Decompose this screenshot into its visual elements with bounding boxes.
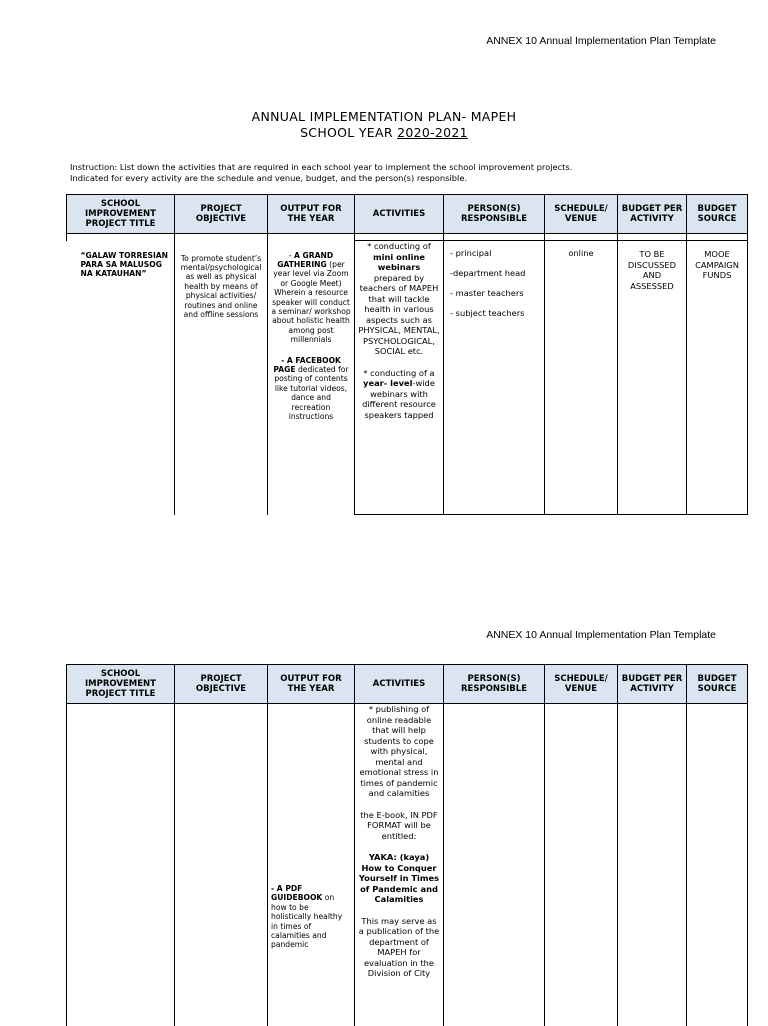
header-activities: ACTIVITIES [355, 665, 444, 704]
header-schedule: SCHEDULE/ VENUE [545, 665, 618, 704]
header-budget-source: BUDGET SOURCE [687, 665, 748, 704]
project-title-cell: “GALAW TORRESIAN PARA SA MALUSOG NA KATAUHAN” [67, 241, 175, 515]
header-project-objective: PROJECT OBJECTIVE [175, 665, 268, 704]
activities-cell [355, 704, 444, 1026]
header-budget: BUDGET PER ACTIVITY [618, 195, 687, 234]
person-item: - principal [450, 248, 492, 258]
header-schedule: SCHEDULE/ VENUE [545, 195, 618, 234]
persons-cell [444, 704, 545, 1026]
school-year-value: 2020-2021 [397, 125, 468, 140]
person-item: - master teachers [450, 287, 524, 298]
project-title-cell [67, 704, 175, 1026]
header-persons: PERSON(S) RESPONSIBLE [444, 665, 545, 704]
header-budget: BUDGET PER ACTIVITY [618, 665, 687, 704]
table-header [67, 195, 748, 234]
budget-source-cell: MOOE CAMPAIGN FUNDS [687, 241, 748, 515]
spacer-row [67, 234, 748, 241]
header-project-objective: PROJECT OBJECTIVE [175, 195, 268, 234]
instruction-text [70, 162, 710, 183]
output-grand-gathering: - A GRAND GATHERING (per year level via Zoom or Google Meet) Wherein a resource speaker will conduct a seminar/ workshop about holistic health among post millennials [271, 250, 351, 345]
school-year-prefix: SCHOOL YEAR [300, 125, 398, 140]
person-item: - subject teachers [450, 307, 525, 318]
output-cell [268, 241, 355, 515]
instruction-line-2: Indicated for every activity are the schedule and venue, budget, and the person(s) responsible. [70, 172, 468, 183]
budget-source-cell [687, 704, 748, 1026]
document-title: ANNUAL IMPLEMENTATION PLAN- MAPEH [251, 109, 517, 124]
header-persons: PERSON(S) RESPONSIBLE [444, 195, 545, 234]
activity-publishing: * publishing of online readable that will help students to cope with physical, mental and emotional stress in times of pandemic and calamities [359, 704, 439, 798]
header-output: OUTPUT FOR THE YEAR [268, 665, 355, 704]
objective-cell [175, 704, 268, 1026]
table-header [67, 665, 748, 704]
budget-cell: TO BE DISCUSSED AND ASSESSED [618, 241, 687, 515]
activity-ebook-title: YAKA: (kaya) How to Conquer Yourself in Times of Pandemic and Calamities [358, 852, 440, 904]
annex-label: ANNEX 10 Annual Implementation Plan Template [486, 35, 716, 47]
activity-year-level-webinars: * conducting of a year- level-wide webinars with different resource speakers tapped [362, 367, 436, 420]
output-pdf-guidebook: - A PDF GUIDEBOOK on how to be holistically healthy in times of calamities and pandemic [271, 884, 343, 950]
header-activities: ACTIVITIES [355, 195, 444, 234]
school-year-line [0, 125, 768, 140]
activity-publication-note: This may serve as a publication of the department of MAPEH for evaluation in the Division of City [358, 915, 440, 978]
header-budget-source: BUDGET SOURCE [687, 195, 748, 234]
output-facebook-page: - A FACEBOOK PAGE dedicated for posting of contents like tutorial videos, dance and recreation instructions [273, 355, 349, 421]
objective-cell: To promote student’s mental/psychological as well as physical health by means of physical activities/ routines and online and offline sessions [175, 241, 268, 515]
schedule-cell: online [545, 241, 618, 515]
header-project-title: SCHOOL IMPROVEMENT PROJECT TITLE [67, 665, 175, 704]
activities-cell [355, 241, 444, 515]
annex-label-page-2: ANNEX 10 Annual Implementation Plan Template [486, 629, 716, 641]
activity-mini-webinars: * conducting of mini online webinars prepared by teachers of MAPEH that will tackle health in various aspects such as PHYSICAL, MENTAL, PSYCHOLOGICAL, SOCIAL etc. [358, 241, 440, 356]
output-cell [268, 704, 355, 1026]
header-output: OUTPUT FOR THE YEAR [268, 195, 355, 234]
table-row [67, 704, 748, 1026]
instruction-line-1: Instruction: List down the activities that are required in each school year to implement the school improvement projects. [70, 162, 573, 172]
schedule-cell [545, 704, 618, 1026]
table-row [67, 241, 748, 515]
implementation-plan-table-2 [66, 664, 748, 1026]
person-item: -department head [450, 267, 526, 278]
activity-ebook-entitled: the E-book, IN PDF FORMAT will be entitled: [360, 809, 438, 841]
budget-cell [618, 704, 687, 1026]
persons-cell [444, 241, 545, 515]
header-project-title: SCHOOL IMPROVEMENT PROJECT TITLE [67, 195, 175, 234]
implementation-plan-table-1 [66, 194, 748, 515]
